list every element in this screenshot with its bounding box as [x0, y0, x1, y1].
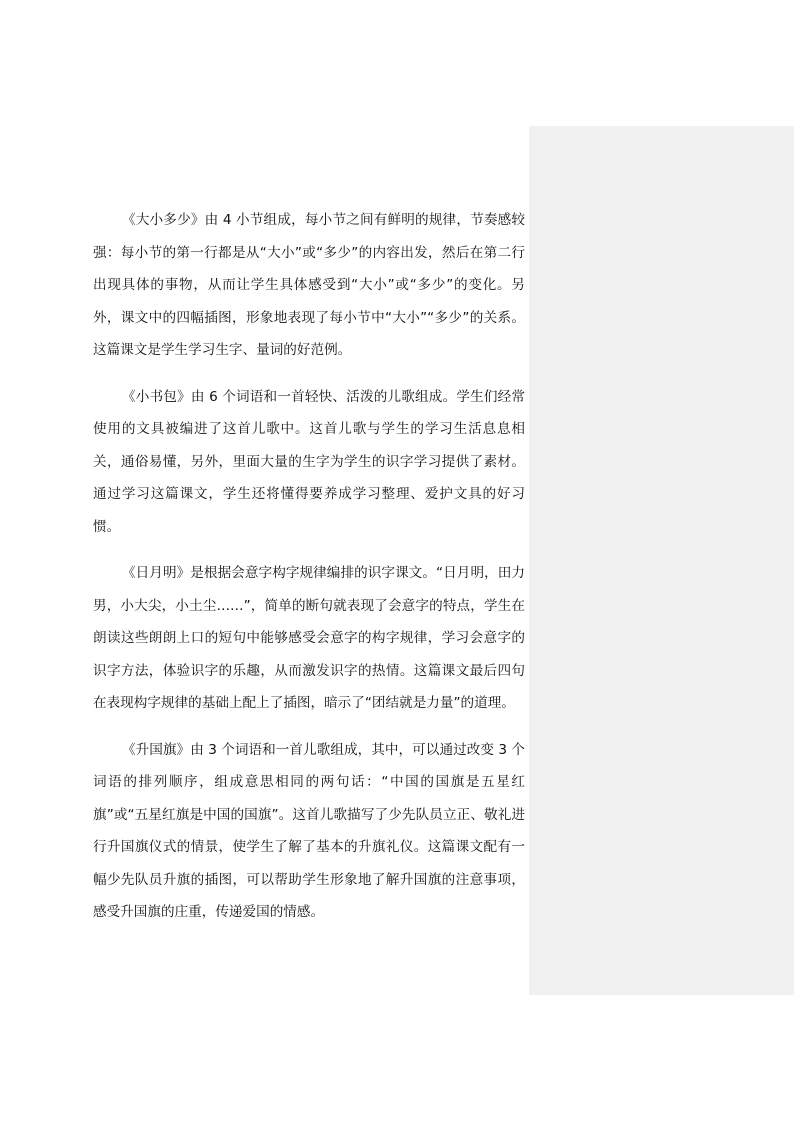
- paragraph-ri-yue-ming: 《日月明》是根据会意字构字规律编排的识字课文。“日月明，田力男，小大尖，小土尘……”，简单的断句就表现了会意字的特点，学生在朗读这些朗朗上口的短句中能够感受会意字的构字规律，学习会意字的识字方法，体验识字的乐趣，从而激发识字的热情。这篇课文最后四句在表现构字规律的基础上配上了插图，暗示了“团结就是力量”的道理。: [93, 565, 525, 711]
- document-body: [93, 204, 525, 943]
- paragraph-xiao-shu-bao: 《小书包》由 6 个词语和一首轻快、活泼的儿歌组成。学生们经常使用的文具被编进了这首儿歌中。这首儿歌与学生的学习生活息息相关，通俗易懂，另外，里面大量的生字为学生的识字学习提供了素材。通过学习这篇课文，学生还将懂得要养成学习整理、爱护文具的好习惯。: [93, 388, 525, 535]
- comment-margin-pane: [529, 126, 794, 995]
- paragraph-da-xiao-duo-shao: 《大小多少》由 4 小节组成，每小节之间有鲜明的规律，节奏感较强：每小节的第一行都是从“大小”或“多少”的内容出发，然后在第二行出现具体的事物，从而让学生具体感受到“大小”或“多少”的变化。另外，课文中的四幅插图，形象地表现了每小节中“大小”“多少”的关系。这篇课文是学生学习生字、量词的好范例。: [93, 212, 525, 358]
- paragraph-sheng-guo-qi: 《升国旗》由 3 个词语和一首儿歌组成，其中，可以通过改变 3 个词语的排列顺序，组成意思相同的两句话：“中国的国旗是五星红旗”或“五星红旗是中国的国旗”。这首儿歌描写了少先队员立正、敬礼进行升国旗仪式的情景，使学生了解了基本的升旗礼仪。这篇课文配有一幅少先队员升旗的插图，可以帮助学生形象地了解升国旗的注意事项，感受升国旗的庄重，传递爱国的情感。: [93, 741, 525, 920]
